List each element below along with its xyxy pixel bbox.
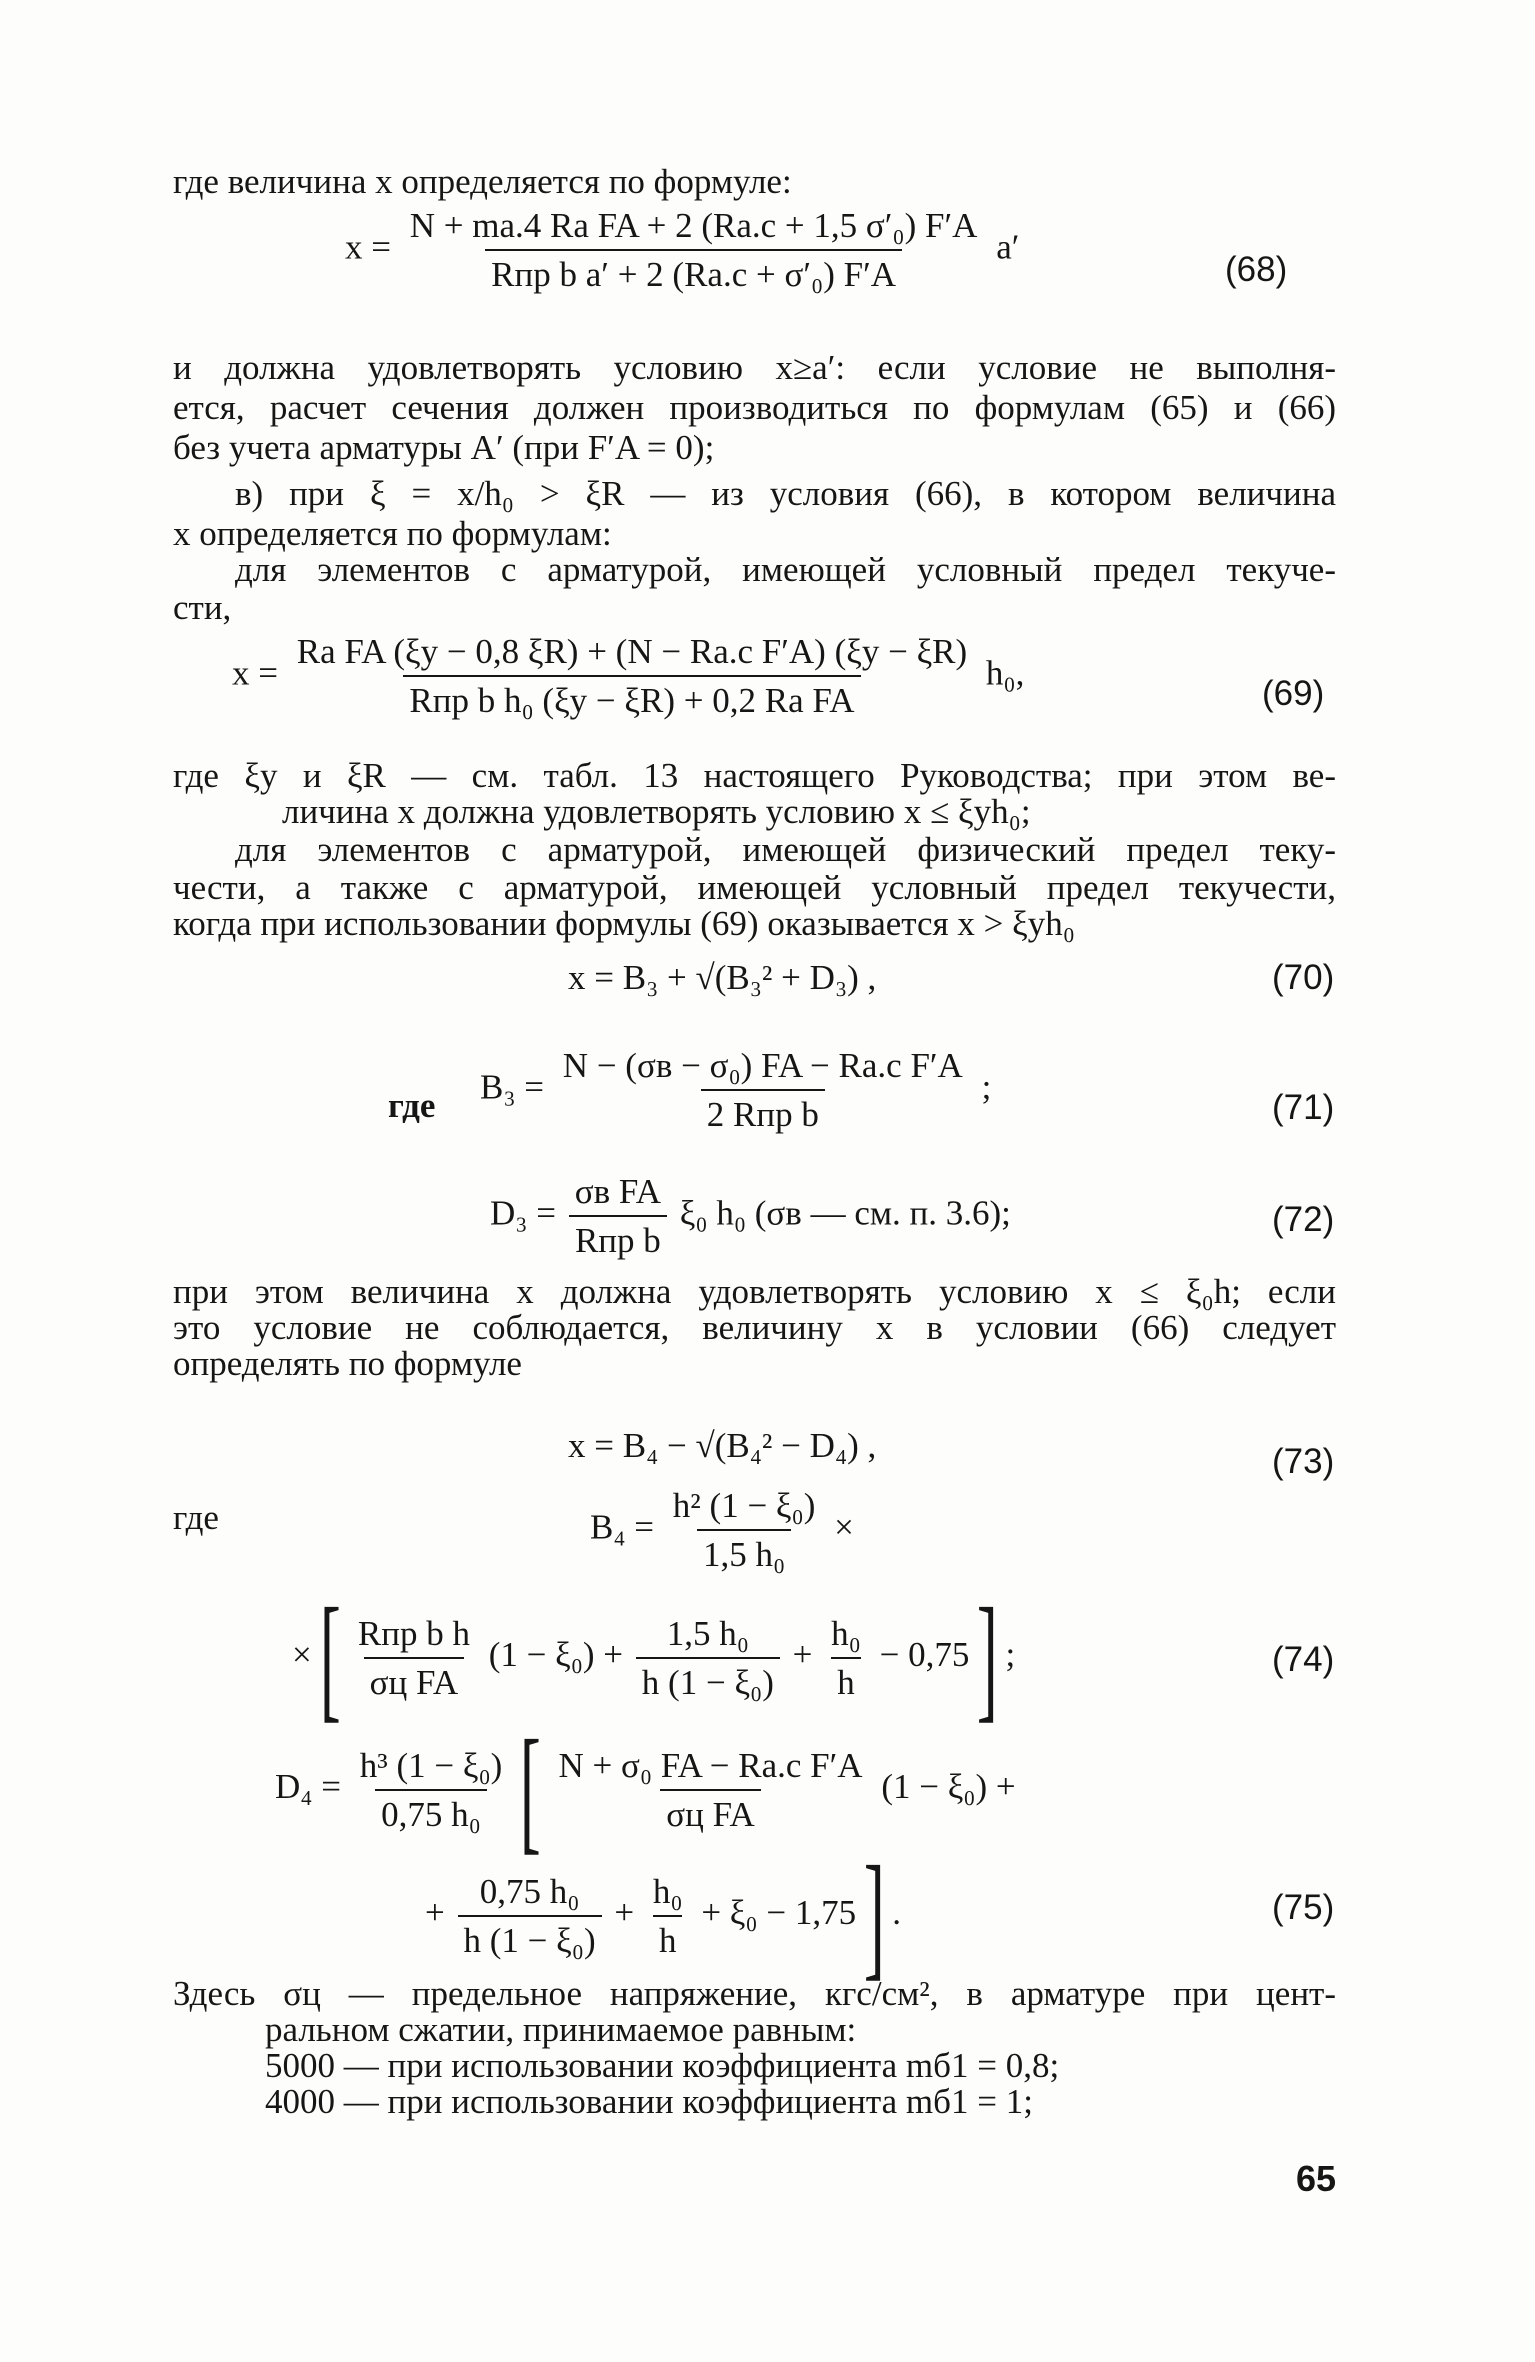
text-line-item-v: в) при ξ = x/h₀ > ξR — из условия (66), в котором величина	[235, 474, 1336, 513]
eq75-label: (75)	[1272, 1888, 1335, 1927]
eq74b-f2-denominator: h (1 − ξ₀)	[636, 1657, 780, 1703]
eq68-lhs: x =	[345, 227, 391, 267]
eq75a-f1-numerator: h³ (1 − ξ₀)	[359, 1745, 503, 1785]
text-line-where-xi-2: личина x должна удовлетворять условию x ≤ ξуh₀;	[282, 792, 1031, 831]
eq69-denominator: Rпр b h₀ (ξу − ξR) + 0,2 Rа FA	[403, 675, 860, 721]
eq69-lhs: x =	[232, 653, 278, 693]
eq74b-left-bracket: [	[319, 1580, 341, 1735]
eq74b-lead: ×	[292, 1635, 312, 1675]
eq75a-lhs: D₄ =	[275, 1767, 341, 1807]
eq75b-f1-numerator: 0,75 h₀	[479, 1871, 580, 1911]
eq74a-lhs: B₄ =	[590, 1507, 655, 1547]
text-line-intro: где величина x определяется по формуле:	[173, 162, 792, 201]
eq74b-fraction-3	[825, 1614, 867, 1703]
eq74b-tail: ;	[1005, 1635, 1016, 1675]
text-line-condition-3: без учета арматуры A′ (при F′A = 0);	[173, 428, 715, 467]
equation-72	[490, 1172, 1011, 1261]
eq71-denominator: 2 Rпр b	[701, 1089, 825, 1135]
text-line-elements-2: сти,	[173, 588, 232, 627]
equation-74-part-a	[590, 1486, 854, 1575]
text-line-value-5000: 5000 — при использовании коэффициента mб1 = 0,8;	[265, 2046, 1060, 2085]
eq72-label: (72)	[1272, 1200, 1335, 1239]
eq74b-mid-3: − 0,75	[879, 1635, 970, 1675]
text-line-condition-1: и должна удовлетворять условию x≥a′: если условие не выполня-	[173, 348, 1336, 387]
eq69-tail: h₀,	[985, 653, 1025, 693]
eq75b-right-bracket: ]	[863, 1838, 885, 1993]
equation-71	[480, 1046, 991, 1135]
eq74b-fraction-2	[636, 1614, 780, 1703]
eq75a-f2-denominator: σц FA	[660, 1789, 761, 1835]
eq74b-f3-numerator: h₀	[831, 1613, 861, 1653]
eq68-tail: a′	[996, 227, 1020, 267]
eq69-fraction	[291, 632, 973, 721]
equation-75-part-b	[425, 1838, 901, 1993]
text-line-physical-2: чести, а также с арматурой, имеющей условный предел текучести,	[173, 868, 1336, 907]
page-number: 65	[1296, 2158, 1337, 2199]
eq74a-fraction	[667, 1486, 822, 1575]
eq68-fraction	[404, 206, 984, 295]
eq74b-f3-denominator: h	[831, 1657, 861, 1703]
text-line-value-4000: 4000 — при использовании коэффициента mб1 = 1;	[265, 2082, 1033, 2121]
text-line-condition-xi0-3: определять по формуле	[173, 1344, 522, 1383]
text-line-sigma-c-2: ральном сжатии, принимаемое равным:	[265, 2010, 857, 2049]
text-line-item-v-2: x определяется по формулам:	[173, 514, 612, 553]
eq75a-tail: (1 − ξ₀) +	[881, 1767, 1016, 1807]
equation-69	[232, 632, 1024, 721]
eq74-label: (74)	[1272, 1640, 1335, 1679]
eq72-denominator: Rпр b	[569, 1215, 667, 1261]
equation-74-part-b	[292, 1580, 1016, 1735]
eq74a-numerator: h² (1 − ξ₀)	[672, 1486, 816, 1525]
eq68-label: (68)	[1225, 250, 1288, 289]
eq71-label: (71)	[1272, 1088, 1335, 1127]
text-line-elements-1: для элементов с арматурой, имеющей условный предел текуче-	[235, 550, 1336, 589]
eq71-fraction	[557, 1046, 969, 1135]
equation-70: x = B₃ + √(B₃² + D₃) ,	[568, 958, 877, 997]
eq74a-denominator: 1,5 h₀	[697, 1529, 791, 1575]
text-line-physical-1: для элементов с арматурой, имеющей физический предел теку-	[235, 830, 1336, 869]
eq75b-mid-1: +	[614, 1893, 635, 1933]
eq74b-fraction-1	[352, 1614, 476, 1703]
eq72-fraction	[569, 1172, 667, 1261]
eq75a-f1-denominator: 0,75 h₀	[375, 1789, 487, 1835]
eq74b-f1-numerator: Rпр b h	[357, 1613, 470, 1653]
eq75b-f2-numerator: h₀	[652, 1871, 683, 1911]
text-where-74: где	[173, 1498, 219, 1537]
eq75b-f2-denominator: h	[653, 1915, 683, 1961]
text-line-condition-2: ется, расчет сечения должен производиться по формулам (65) и (66)	[173, 388, 1336, 427]
eq75b-lead: +	[425, 1893, 445, 1933]
eq75b-f1-denominator: h (1 − ξ₀)	[458, 1915, 602, 1961]
text-line-physical-3: когда при использовании формулы (69) оказывается x > ξуh₀	[173, 904, 1075, 943]
eq74b-f2-numerator: 1,5 h₀	[666, 1613, 749, 1653]
eq72-tail: ξ₀ h₀ (σв — см. п. 3.6);	[679, 1193, 1011, 1233]
eq75a-fraction-2	[552, 1746, 868, 1835]
eq71-numerator: N − (σв − σ₀) FA − Rа.с F′A	[562, 1046, 963, 1085]
eq70-label: (70)	[1272, 958, 1335, 997]
eq69-label: (69)	[1262, 674, 1325, 713]
equation-68	[345, 206, 1019, 295]
text-line-condition-xi0-1: при этом величина x должна удовлетворять условию x ≤ ξ₀h; если	[173, 1272, 1336, 1311]
text-line-where-xi-1: где ξу и ξR — см. табл. 13 настоящего Руководства; при этом ве-	[173, 756, 1336, 795]
eq74b-mid-2: +	[792, 1635, 813, 1675]
eq74a-tail: ×	[834, 1507, 854, 1547]
eq75b-tail: .	[892, 1893, 901, 1933]
eq73-label: (73)	[1272, 1442, 1335, 1481]
eq71-tail: ;	[981, 1067, 992, 1107]
eq68-denominator: Rпр b a′ + 2 (Rа.с + σ′₀) F′A	[485, 249, 902, 295]
eq75a-f2-numerator: N + σ₀ FA − Rа.с F′A	[558, 1745, 863, 1785]
eq75b-fraction-1	[458, 1872, 602, 1961]
eq69-numerator: Rа FA (ξу − 0,8 ξR) + (N − Rа.с F′A) (ξу − ξR)	[296, 632, 968, 671]
eq72-lhs: D₃ =	[490, 1193, 556, 1233]
eq75b-fraction-2	[647, 1872, 689, 1961]
eq74b-mid-1: (1 − ξ₀) +	[488, 1635, 624, 1675]
eq74b-right-bracket: ]	[976, 1580, 998, 1735]
eq75a-fraction-1	[354, 1746, 509, 1835]
equation-75-part-a	[275, 1712, 1016, 1867]
equation-73: x = B₄ − √(B₄² − D₄) ,	[568, 1426, 877, 1465]
eq75b-mid-2: + ξ₀ − 1,75	[701, 1893, 857, 1933]
eq72-numerator: σв FA	[574, 1172, 662, 1211]
eq71-lhs: B₃ =	[480, 1067, 545, 1107]
text-line-sigma-c-1: Здесь σц — предельное напряжение, кгс/см², в арматуре при цент-	[173, 1974, 1336, 2013]
text-line-condition-xi0-2: это условие не соблюдается, величину x в условии (66) следует	[173, 1308, 1336, 1347]
eq68-numerator: N + mа.4 Rа FA + 2 (Rа.с + 1,5 σ′₀) F′A	[409, 206, 978, 245]
text-where-71: где	[388, 1086, 436, 1125]
eq75a-left-bracket: [	[519, 1712, 541, 1867]
eq74b-f1-denominator: σц FA	[364, 1657, 465, 1703]
